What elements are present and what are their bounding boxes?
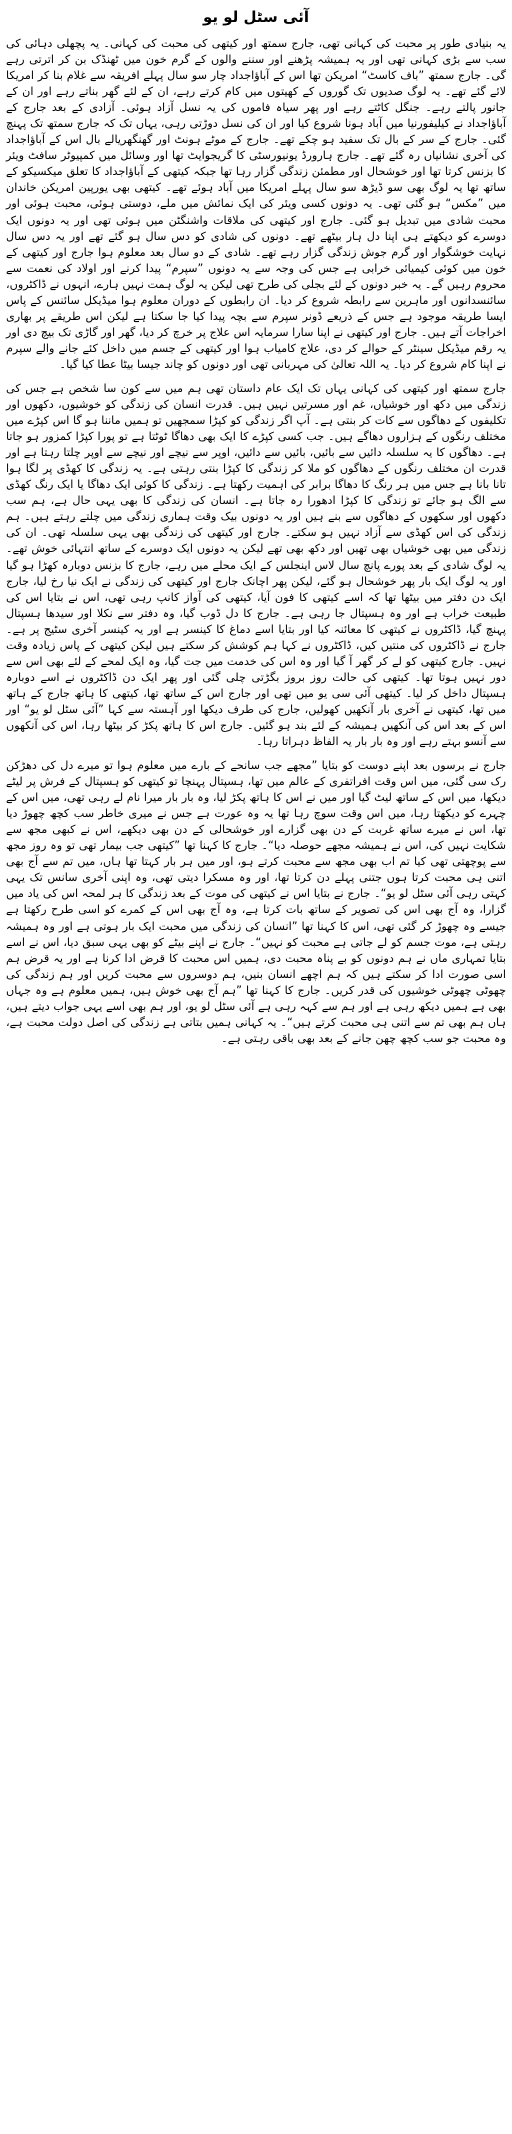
article-title: آئی سٹل لو یو — [203, 8, 309, 26]
article-paragraph-3: جارج نے برسوں بعد اپنے دوست کو بتایا ”مجھے جب سانحے کے بارے میں معلوم ہوا تو میرے دل کی دھڑکن رک سی گئی، میں اس وقت افراتفری کے عالم میں تھا، ہسپتال پہنچا تو کیتھی کو ہسپتال کے فرش پر لیٹے دیکھا، میں اس کے ساتھ لیٹ گیا اور میں نے اس کا ہاتھ پکڑ لیا، وہ بار بار میرا نام لے رہی تھی، میں اس کے چہرے کو دیکھتا رہا، میں اس وقت سوچ رہا تھا یہ وہ عورت ہے جس نے میری خاطر سب کچھ چھوڑ دیا تھا، اس نے میرے ساتھ غربت کے دن بھی گزارے اور خوشحالی کے دن بھی دیکھے، اس نے کبھی مجھ سے شکایت نہیں کی، اس نے ہمیشہ مجھے حوصلہ دیا“۔ جارج کا کہنا تھا ”کیتھی جب بیمار تھی تو وہ روز مجھ سے پوچھتی تھی کیا تم اب بھی مجھ سے محبت کرتے ہو، اور میں ہر بار کہتا تھا ہاں، میں تم سے آج بھی اتنی ہی محبت کرتا ہوں جتنی پہلے دن کرتا تھا، اور وہ مسکرا دیتی تھی، وہ اپنی آخری سانس تک یہی کہتی رہی آئی سٹل لو یو“۔ جارج نے بتایا اس نے کیتھی کی موت کے بعد زندگی کا ہر لمحہ اس کی یاد میں گزارا، وہ آج بھی اس کی تصویر کے ساتھ بات کرتا ہے، وہ آج بھی اس کے کمرے کو اسی طرح رکھتا ہے جیسے وہ چھوڑ کر گئی تھی، اس کا کہنا تھا ”انسان کی زندگی میں محبت ایک بار ہوتی ہے اور وہ ہمیشہ رہتی ہے، موت جسم کو لے جاتی ہے محبت کو نہیں“۔ جارج نے اپنے بیٹے کو بھی یہی سبق دیا، اس نے اسے بتایا تمہاری ماں نے ہم دونوں کو بے پناہ محبت دی، ہمیں اس محبت کا قرض ادا کرنا ہے اور یہ قرض ہم اسی صورت ادا کر سکتے ہیں کہ ہم اچھے انسان بنیں، ہم دوسروں سے محبت کریں اور ہم زندگی کی چھوٹی چھوٹی خوشیوں کی قدر کریں۔ جارج کا کہنا تھا ”ہم آج بھی خوش ہیں، ہمیں معلوم ہے وہ جہاں بھی ہے ہمیں دیکھ رہی ہے اور ہم سے کہہ رہی ہے آئی سٹل لو یو، اور ہم بھی اسے یہی جواب دیتے ہیں، ہاں ہم بھی تم سے اتنی ہی محبت کرتے ہیں“۔ یہ کہانی ہمیں بتاتی ہے زندگی کی اصل دولت محبت ہے، وہ محبت جو سب کچھ چھن جانے کے بعد بھی باقی رہتی ہے۔ — [6, 759, 506, 1045]
article-paragraph-1: یہ بنیادی طور پر محبت کی کہانی تھی، جارج سمتھ اور کیتھی کی محبت کی کہانی۔ یہ پچھلی دہائی کی سب سے بڑی کہانی تھی اور یہ ہمیشہ پڑھنے اور سننے والوں کے گرم خون میں ٹھنڈک بن کر اترتی رہے گی۔ جارج سمتھ ”باف کاسٹ“ امریکن تھا اس کے آباؤاجداد چار سو سال پہلے افریقہ سے غلام بنا کر امریکا لائے گئے تھے۔ یہ لوگ صدیوں تک گوروں کے کھیتوں میں کام کرتے رہے، ان کے لئے گھر بناتے رہے اور ان کے جانور پالتے رہے۔ جنگل کاٹتے رہے اور پھر سیاہ فاموں کی یہ نسل آزاد ہوئی۔ آزادی کے بعد جارج کے آباؤاجداد نے کیلیفورنیا میں آباد ہونا شروع کیا اور ان کی نسل دوڑتی رہی، یہاں تک کہ جارج سمتھ تک پہنچ گئی۔ جارج کے سر کے بال تک سفید ہو چکے تھے۔ جارج کے موٹے ہونٹ اور گھنگھریالے بال اس کے آباؤاجداد کی آخری نشانیاں رہ گئے تھے۔ جارج ہارورڈ یونیورسٹی کا گریجوایٹ تھا اور وسائل میں کمپیوٹر سافٹ ویئر کا بزنس کرتا تھا اور خوشحال اور مطمئن زندگی گزار رہا تھا جبکہ کیتھی کے آباؤاجداد کا تعلق میکسیکو کے ساتھ تھا یہ لوگ بھی سو ڈیڑھ سو سال پہلے امریکا میں آباد ہوئے تھے۔ کیتھی بھی یورپین امریکن خاندان میں ”مکس“ ہو گئی تھی۔ یہ دونوں کسی ویئر کی ایک نمائش میں ملے، دوستی ہوئی، محبت ہوئی اور محبت شادی میں تبدیل ہو گئی۔ جارج اور کیتھی کی ملاقات واشنگٹن میں ہوئی تھی اور یہ دونوں ایک دوسرے کو دیکھتے ہی اپنا دل ہار بیٹھے تھے۔ دونوں کی شادی کو دس سال ہو گئے تھے اور یہ دس سال نہایت خوشگوار اور گرم جوش زندگی گزار رہے تھے۔ شادی کے دو سال بعد معلوم ہوا جارج اور کیتھی کے خون میں کوئی کیمیائی خرابی ہے جس کی وجہ سے یہ دونوں ”سپرم“ پیدا کرنے اور اولاد کی نعمت سے محروم رہیں گے۔ یہ خبر دونوں کے لئے بجلی کی طرح تھی لیکن یہ لوگ ہمت نہیں ہارے، انہوں نے ڈاکٹروں، سائنسدانوں اور ماہرین سے رابطہ شروع کر دیا۔ ان رابطوں کے دوران معلوم ہوا میڈیکل سائنس کے پاس ایسا طریقہ موجود ہے جس کے ذریعے ڈونر سپرم سے بچہ پیدا کیا جا سکتا ہے لیکن اس طریقے پر بھاری اخراجات آتے ہیں۔ جارج اور کیتھی نے اپنا سارا سرمایہ اس علاج پر خرچ کر دیا، گھر اور گاڑی تک بیچ دی اور یہ رقم میڈیکل سینٹر کے حوالے کر دی، علاج کامیاب ہوا اور کیتھی کے جسم میں داخل کئے جانے والے سپرم نے اپنا کام شروع کر دیا۔ یہ اللہ تعالیٰ کی مہربانی تھی اور دونوں کو چاند جیسا بیٹا عطا کیا گیا۔ — [6, 37, 506, 371]
article-paragraph-2: جارج سمتھ اور کیتھی کی کہانی یہاں تک ایک عام داستان تھی ہم میں سے کون سا شخص ہے جس کی زندگی میں دکھ اور خوشیاں، غم اور مسرتیں نہیں ہیں۔ قدرت انسان کی زندگی کو خوشیوں، دکھوں اور تکلیفوں کے دھاگوں سے کات کر بنتی ہے۔ آپ اگر زندگی کو کپڑا سمجھیں تو ہمیں ماننا ہو گا اس کپڑے میں مختلف رنگوں کے ہزاروں دھاگے ہیں۔ جب کسی کپڑے کا ایک بھی دھاگا ٹوٹتا ہے تو پورا کپڑا کمزور ہو جاتا ہے۔ دھاگوں کا یہ سلسلہ دائیں سے بائیں، بائیں سے دائیں، اوپر سے نیچے اور نیچے سے اوپر چلتا رہتا ہے اور قدرت ان مختلف رنگوں کے دھاگوں کو ملا کر زندگی کا کپڑا بنتی رہتی ہے۔ یہ زندگی کا کھڈی پر لگا ہوا تانا بانا ہے جس میں ہر رنگ کا دھاگا برابر کی اہمیت رکھتا ہے۔ زندگی کا کوئی ایک دھاگا یا ایک رنگ کھڈی سے الگ ہو جائے تو زندگی کا کپڑا ادھورا رہ جاتا ہے۔ انسان کی زندگی کا بھی یہی حال ہے، ہم سب دکھوں اور سکھوں کے دھاگوں سے بنے ہیں اور یہ دونوں بیک وقت ہماری زندگی میں چلتے رہتے ہیں۔ ہم زندگی کی اس کھڈی سے آزاد نہیں ہو سکتے۔ جارج اور کیتھی کی زندگی بھی یہی سلسلہ تھی۔ ان کی زندگی میں بھی خوشیاں بھی تھیں اور دکھ بھی تھے لیکن یہ دونوں ایک دوسرے کے ساتھ انتہائی خوش تھے۔ یہ لوگ شادی کے بعد پورے پانچ سال لاس اینجلس کے ایک محلے میں رہے، جارج کا بزنس دوبارہ کھڑا ہو گیا اور یہ لوگ ایک بار پھر خوشحال ہو گئے، لیکن پھر اچانک جارج اور کیتھی کی زندگی نے ایک نیا رخ لیا، جارج ایک دن دفتر میں بیٹھا تھا کہ اسے کیتھی کا فون آیا، کیتھی کی آواز کانپ رہی تھی، اس نے بتایا اس کی طبیعت خراب ہے اور وہ ہسپتال جا رہی ہے۔ جارج کا دل ڈوب گیا، وہ دفتر سے نکلا اور سیدھا ہسپتال پہنچ گیا، ڈاکٹروں نے کیتھی کا معائنہ کیا اور بتایا اسے دماغ کا کینسر ہے اور یہ کینسر آخری سٹیج پر ہے۔ جارج نے ڈاکٹروں کی منتیں کیں، ڈاکٹروں نے کہا ہم کوشش کر سکتے ہیں لیکن کیتھی کے پاس زیادہ وقت نہیں۔ جارج کیتھی کو لے کر گھر آ گیا اور وہ اس کی خدمت میں جت گیا، وہ ایک لمحے کے لئے بھی اس سے دور نہیں ہوتا تھا۔ کیتھی کی حالت روز بروز بگڑتی چلی گئی اور پھر ایک دن ڈاکٹروں نے اسے دوبارہ ہسپتال داخل کر لیا۔ کیتھی آئی سی یو میں تھی اور جارج اس کے ساتھ تھا، کیتھی کا ہاتھ جارج کے ہاتھ میں تھا، کیتھی نے آخری بار آنکھیں کھولیں، جارج کی طرف دیکھا اور آہستہ سے کہا ”آئی سٹل لو یو“ اور اس کے بعد اس کی آنکھیں ہمیشہ کے لئے بند ہو گئیں۔ جارج اس کا ہاتھ پکڑ کر بیٹھا رہا، اس کی آنکھوں سے آنسو بہتے رہے اور وہ بار بار یہ الفاظ دہراتا رہا۔ — [6, 381, 506, 749]
